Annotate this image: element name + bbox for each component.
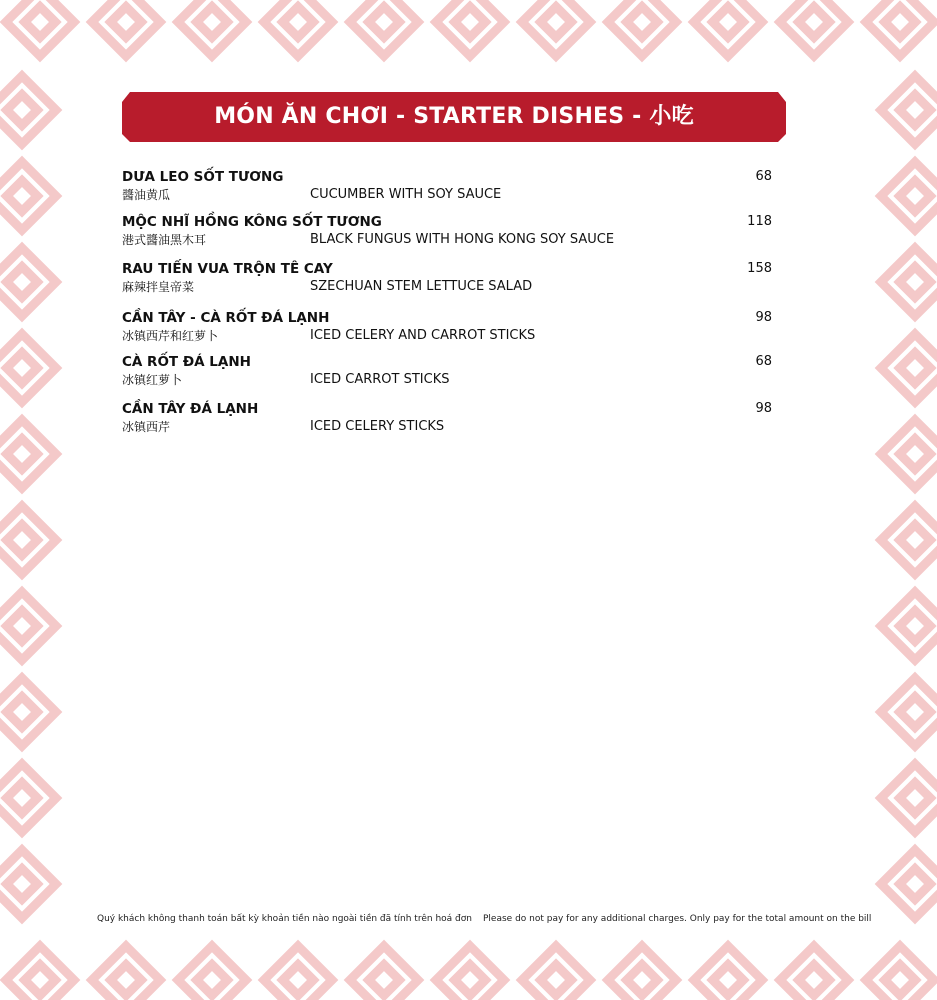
menu-item: [122, 260, 774, 309]
dish-name-vi: CẦN TÂY ĐÁ LẠNH: [122, 401, 259, 417]
menu-item: [122, 213, 774, 260]
dish-subline: [122, 186, 774, 204]
dish-name-en: ICED CARROT STICKS: [310, 372, 450, 387]
dish-name-zh: 港式醬油黑木耳: [122, 233, 207, 247]
lattice-knot-shape: [0, 764, 56, 832]
lattice-knot-shape: [436, 0, 504, 56]
lattice-knot-shape: [0, 506, 56, 574]
lattice-knot-shape: [178, 946, 246, 1000]
menu-item: [122, 168, 774, 213]
menu-item: [122, 353, 774, 400]
lattice-knot-shape: [0, 334, 56, 402]
lattice-knot-shape: [881, 334, 937, 402]
lattice-knot-shape: [780, 946, 848, 1000]
lattice-knot-shape: [608, 0, 676, 56]
lattice-knot-shape: [6, 0, 74, 56]
dish-price: 98: [755, 310, 772, 325]
dish-name-vi: CẦN TÂY - CÀ RỐT ĐÁ LẠNH: [122, 310, 330, 326]
dish-name-zh: 醬油黄瓜: [122, 188, 171, 202]
lattice-knot-shape: [881, 592, 937, 660]
menu-item: [122, 400, 774, 440]
dish-subline: [122, 371, 774, 389]
lattice-knot-shape: [0, 678, 56, 746]
lattice-knot-shape: [522, 0, 590, 56]
lattice-knot-shape: [0, 248, 56, 316]
dish-name-vi: MỘC NHĨ HỒNG KÔNG SỐT TƯƠNG: [122, 214, 382, 230]
lattice-knot-shape: [881, 162, 937, 230]
lattice-knot-shape: [92, 946, 160, 1000]
dish-price: 68: [755, 354, 772, 369]
dish-name-en: ICED CELERY STICKS: [310, 419, 445, 434]
lattice-knot-shape: [264, 0, 332, 56]
section-title: MÓN ĂN CHƠI - STARTER DISHES - 小吃: [214, 104, 694, 129]
lattice-knot-shape: [780, 0, 848, 56]
lattice-knot-shape: [92, 0, 160, 56]
lattice-knot-shape: [866, 946, 934, 1000]
dish-name-zh: 麻辣拌皇帝菜: [122, 280, 195, 294]
menu-item: [122, 309, 774, 353]
dish-name-en: SZECHUAN STEM LETTUCE SALAD: [310, 279, 533, 294]
dish-price: 118: [747, 214, 772, 229]
lattice-knot-shape: [694, 946, 762, 1000]
lattice-knot-shape: [881, 420, 937, 488]
dish-price: 158: [747, 261, 772, 276]
lattice-knot-shape: [866, 0, 934, 56]
lattice-knot-shape: [881, 678, 937, 746]
lattice-knot-shape: [881, 76, 937, 144]
lattice-knot-shape: [350, 0, 418, 56]
lattice-knot-shape: [0, 162, 56, 230]
dish-subline: [122, 278, 774, 296]
lattice-knot-shape: [881, 506, 937, 574]
lattice-knot-shape: [0, 420, 56, 488]
lattice-knot-shape: [881, 850, 937, 918]
lattice-knot-shape: [264, 946, 332, 1000]
lattice-knot-shape: [6, 946, 74, 1000]
footer-note-en: Please do not pay for any additional charges. Only pay for the total amount on the bill: [483, 914, 872, 924]
lattice-knot-shape: [881, 764, 937, 832]
lattice-knot-shape: [350, 946, 418, 1000]
lattice-knot-shape: [0, 592, 56, 660]
dish-subline: [122, 418, 774, 436]
lattice-knot-shape: [881, 248, 937, 316]
lattice-knot-shape: [0, 850, 56, 918]
dish-name-zh: 冰镇西芹: [122, 420, 171, 434]
lattice-knot-shape: [436, 946, 504, 1000]
lattice-knot-shape: [178, 0, 246, 56]
dish-name-vi: RAU TIẾN VUA TRỘN TÊ CAY: [122, 261, 333, 277]
dish-name-en: ICED CELERY AND CARROT STICKS: [310, 328, 536, 343]
dish-price: 68: [755, 169, 772, 184]
lattice-knot-shape: [608, 946, 676, 1000]
footer-note-vi: Quý khách không thanh toán bất kỳ khoản tiền nào ngoài tiền đã tính trên hoá đơn: [97, 914, 472, 924]
dish-subline: [122, 327, 774, 345]
dish-price: 98: [755, 401, 772, 416]
dish-name-vi: DƯA LEO SỐT TƯƠNG: [122, 169, 284, 185]
dish-name-en: BLACK FUNGUS WITH HONG KONG SOY SAUCE: [310, 232, 615, 247]
dish-name-en: CUCUMBER WITH SOY SAUCE: [310, 187, 502, 202]
lattice-knot-shape: [694, 0, 762, 56]
section-header-banner: [122, 92, 786, 142]
dish-name-zh: 冰镇西芹和红萝卜: [122, 329, 219, 343]
lattice-knot-shape: [522, 946, 590, 1000]
lattice-knot-shape: [0, 76, 56, 144]
dish-name-vi: CÀ RỐT ĐÁ LẠNH: [122, 354, 251, 370]
dish-subline: [122, 231, 774, 249]
dish-name-zh: 冰镇红萝卜: [122, 373, 183, 387]
menu-list: [122, 168, 774, 440]
